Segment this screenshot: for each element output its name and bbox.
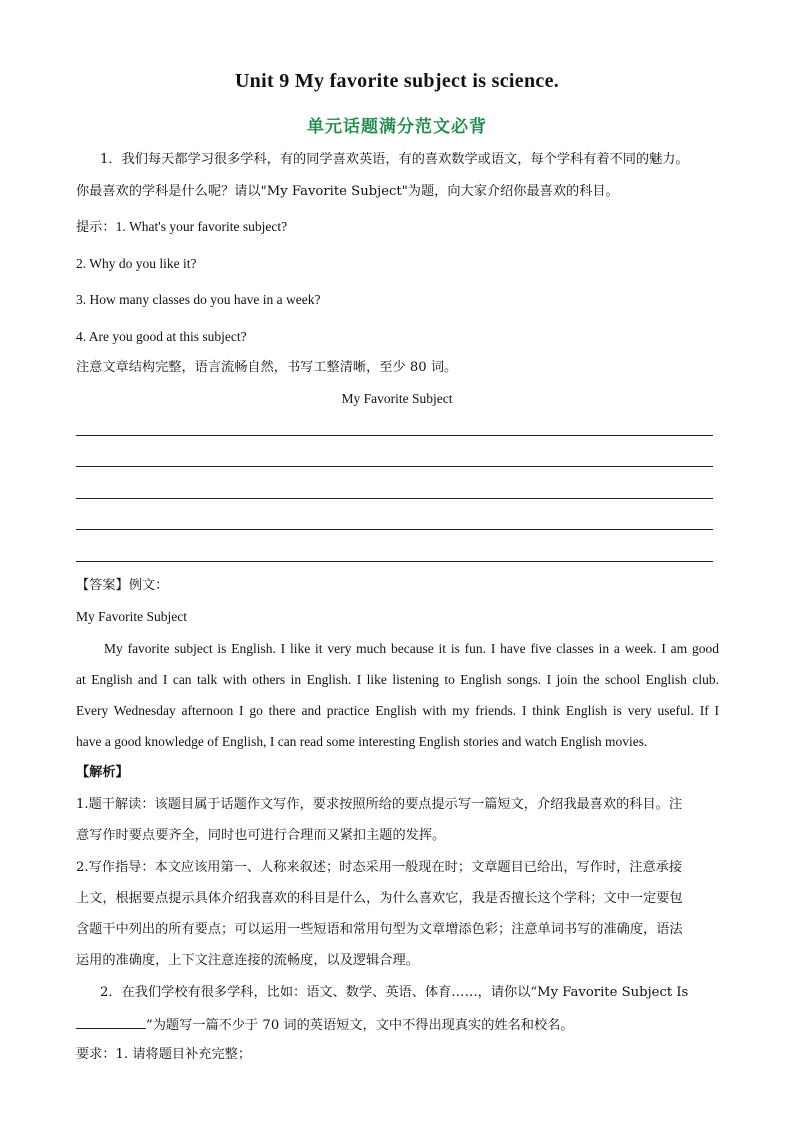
essay-title: My Favorite Subject bbox=[341, 391, 453, 406]
q1-hint-2: 2. Why do you like it? bbox=[76, 256, 197, 271]
answer-line-1: My favorite subject is English. I like it very much because it is fun. I have five classes in a week. I am good bbox=[104, 641, 719, 656]
q1-note: 注意文章结构完整，语言流畅自然，书写工整清晰，至少 80 词。 bbox=[76, 360, 458, 375]
writing-line bbox=[76, 466, 713, 467]
q1-intro-line-2: 你最喜欢的学科是什么呢？请以"My Favorite Subject"为题，向大家介绍你最喜欢的科目。 bbox=[76, 184, 619, 199]
hint-label: 提示： bbox=[76, 220, 116, 235]
analysis-line-4: 上文，根据要点提示具体介绍我喜欢的科目是什么，为什么喜欢它，我是否擅长这个学科；文中一定要包 bbox=[76, 891, 683, 906]
analysis-line-5: 含题干中列出的所有要点；可以运用一些短语和常用句型为文章增添色彩；注意单词书写的准确度，语法 bbox=[76, 922, 683, 937]
page-title: Unit 9 My favorite subject is science. bbox=[234, 70, 560, 92]
answer-line-4: have a good knowledge of English, I can read some interesting English stories and watch English movies. bbox=[76, 734, 648, 749]
q2-line-2-text: ”为题写一篇不少于 70 词的英语短文，文中不得出现真实的姓名和校名。 bbox=[146, 1018, 574, 1033]
answer-line-2: at English and I can talk with others in English. I like listening to English songs. I join the school English club. bbox=[76, 672, 719, 687]
q1-hint-4: 4. Are you good at this subject? bbox=[76, 329, 247, 344]
q2-line-2 bbox=[76, 1016, 574, 1034]
writing-line bbox=[76, 529, 713, 530]
analysis-line-6: 运用的准确度，上下文注意连接的流畅度，以及逻辑合理。 bbox=[76, 953, 419, 968]
answer-title: My Favorite Subject bbox=[76, 609, 187, 624]
analysis-line-2: 意写作时要点要齐全，同时也可进行合理而又紧扣主题的发挥。 bbox=[76, 828, 446, 843]
q1-hint-1 bbox=[76, 219, 287, 236]
analysis-line-1: 1.题干解读：该题目属于话题作文写作，要求按照所给的要点提示写一篇短文，介绍我最喜欢的科目。注 bbox=[76, 797, 683, 812]
q2-requirement: 要求：1. 请将题目补充完整； bbox=[76, 1047, 252, 1062]
hint-text: 1. What's your favorite subject? bbox=[115, 219, 288, 234]
section-subtitle: 单元话题满分范文必背 bbox=[307, 117, 487, 137]
answer-line-3: Every Wednesday afternoon I go there and practice English with my friends. I think English is very useful. If I bbox=[76, 703, 719, 718]
writing-line bbox=[76, 498, 713, 499]
writing-line bbox=[76, 561, 713, 562]
answer-label: 【答案】例文： bbox=[76, 578, 169, 593]
analysis-label: 【解析】 bbox=[76, 765, 129, 780]
fill-in-blank[interactable] bbox=[76, 1016, 146, 1029]
q2-line-1: 2．在我们学校有很多学科，比如：语文、数学、英语、体育……，请你以“My Favorite Subject Is bbox=[100, 985, 689, 1000]
analysis-line-3: 2.写作指导：本文应该用第一、人称来叙述；时态采用一般现在时；文章题目已给出，写作时，注意承接 bbox=[76, 860, 683, 875]
q1-intro-line-1: 1．我们每天都学习很多学科，有的同学喜欢英语，有的喜欢数学或语文，每个学科有着不同的魅力。 bbox=[100, 152, 689, 167]
writing-line bbox=[76, 435, 713, 436]
q1-hint-3: 3. How many classes do you have in a week? bbox=[76, 292, 321, 307]
